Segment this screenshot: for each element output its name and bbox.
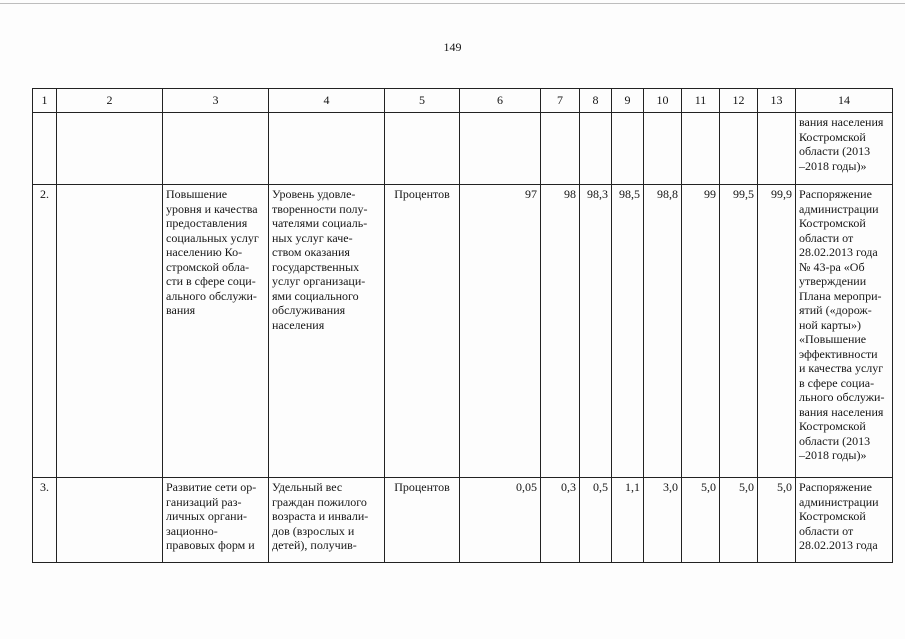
value-cell: 5,0	[720, 478, 758, 563]
header-cell: 10	[644, 89, 682, 113]
value-cell: 5,0	[758, 478, 796, 563]
col2-cell	[57, 185, 163, 478]
table-row	[33, 113, 893, 185]
value-cell: 98,8	[644, 185, 682, 478]
value-cell	[460, 113, 541, 185]
indicator-cell: Уровень удовле- творенности полу- чателями социаль- ных услуг каче- ством оказания государственных услуг организаци- ями социального обслуживания населения	[269, 185, 385, 478]
col2-cell	[57, 113, 163, 185]
value-cell: 3,0	[644, 478, 682, 563]
value-cell: 98,5	[612, 185, 644, 478]
task-cell: Повышение уровня и качества предоставления социальных услуг населению Ко- стромской обла- сти в сфере соци- ального обслужи- вания	[163, 185, 269, 478]
value-cell	[682, 113, 720, 185]
value-cell: 97	[460, 185, 541, 478]
value-cell: 98	[541, 185, 580, 478]
task-cell	[163, 113, 269, 185]
row-number-cell	[33, 113, 57, 185]
value-cell: 99	[682, 185, 720, 478]
header-cell: 11	[682, 89, 720, 113]
header-cell: 9	[612, 89, 644, 113]
unit-cell: Процентов	[385, 478, 460, 563]
value-cell: 0,05	[460, 478, 541, 563]
value-cell: 99,5	[720, 185, 758, 478]
task-cell: Развитие сети ор- ганизаций раз- личных органи- зационно- правовых форм и	[163, 478, 269, 563]
value-cell: 5,0	[682, 478, 720, 563]
value-cell	[644, 113, 682, 185]
header-cell: 3	[163, 89, 269, 113]
value-cell: 99,9	[758, 185, 796, 478]
row-number-cell: 3.	[33, 478, 57, 563]
table-header-row	[33, 89, 893, 113]
col2-cell	[57, 478, 163, 563]
value-cell	[720, 113, 758, 185]
unit-cell: Процентов	[385, 185, 460, 478]
value-cell: 1,1	[612, 478, 644, 563]
page-number: 149	[443, 40, 462, 54]
table-row	[33, 185, 893, 478]
indicator-cell: Удельный вес граждан пожилого возраста и инвали- дов (взрослых и детей), получив-	[269, 478, 385, 563]
source-document-cell: Распоряжение администрации Костромской области от 28.02.2013 года	[796, 478, 893, 563]
source-document-cell: вания населения Костромской области (2013 –2018 годы)»	[796, 113, 893, 185]
value-cell	[580, 113, 612, 185]
header-cell: 5	[385, 89, 460, 113]
source-document-cell: Распоряжение администрации Костромской области от 28.02.2013 года № 43-ра «Об утверждении Плана меропри- ятий («дорож- ной карты») «Повышение эффективности и качества услуг в сфере социа- льного обслужи- вания населения Костромской области (2013 –2018 годы)»	[796, 185, 893, 478]
value-cell	[612, 113, 644, 185]
header-cell: 4	[269, 89, 385, 113]
table-row	[33, 478, 893, 563]
unit-cell	[385, 113, 460, 185]
header-cell: 14	[796, 89, 893, 113]
value-cell	[541, 113, 580, 185]
header-cell: 1	[33, 89, 57, 113]
header-cell: 2	[57, 89, 163, 113]
value-cell: 0,5	[580, 478, 612, 563]
value-cell	[758, 113, 796, 185]
header-cell: 12	[720, 89, 758, 113]
value-cell: 98,3	[580, 185, 612, 478]
indicator-cell	[269, 113, 385, 185]
value-cell: 0,3	[541, 478, 580, 563]
header-cell: 6	[460, 89, 541, 113]
header-cell: 7	[541, 89, 580, 113]
page-top-rule	[0, 3, 905, 4]
header-cell: 13	[758, 89, 796, 113]
header-cell: 8	[580, 89, 612, 113]
row-number-cell: 2.	[33, 185, 57, 478]
indicators-table	[32, 88, 893, 563]
